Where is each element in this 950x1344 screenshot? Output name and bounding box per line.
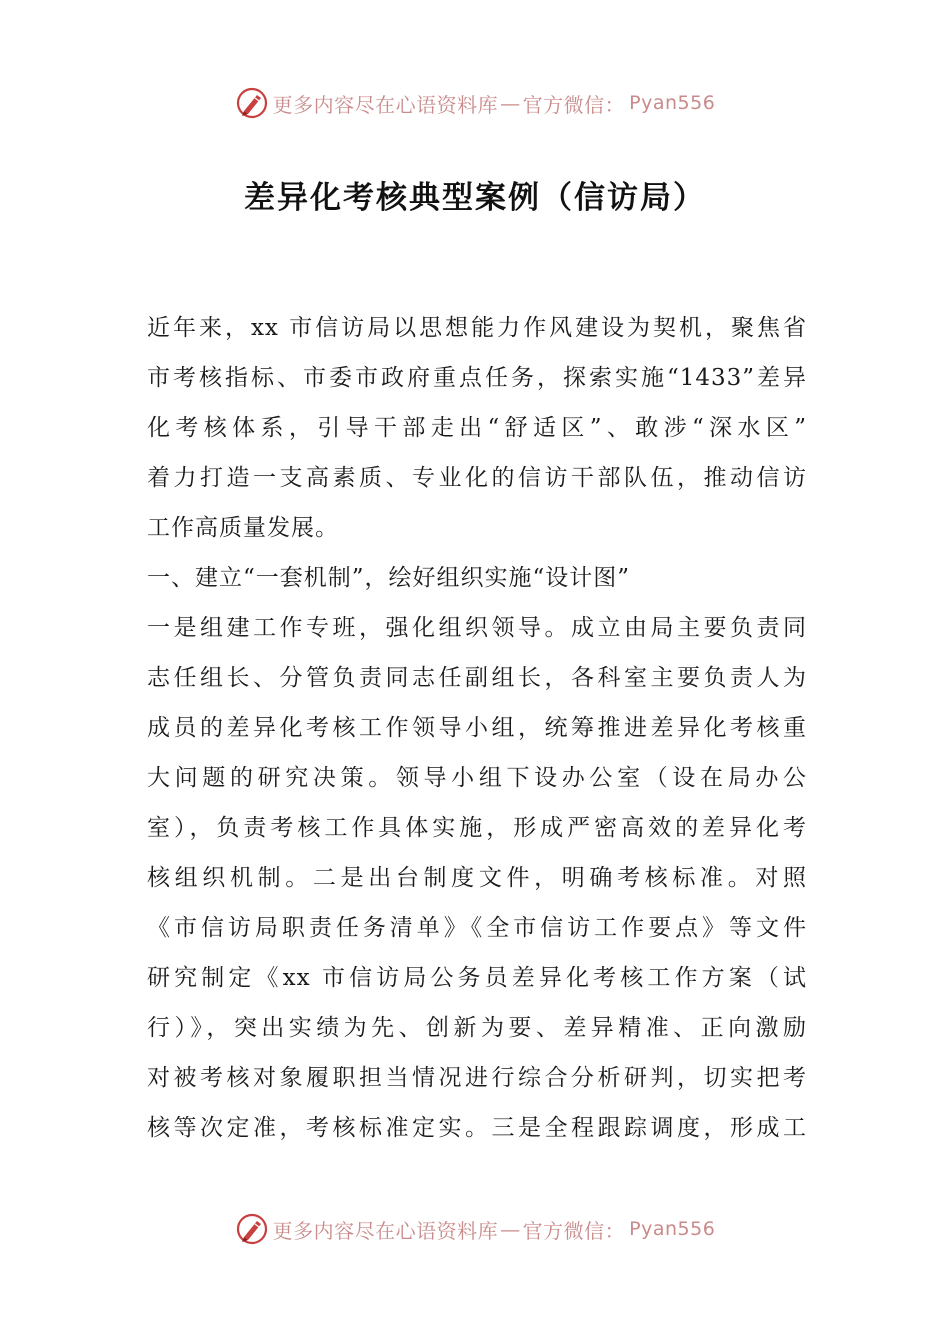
- text-line: 行）》，突出实绩为先、创新为要、差异精准、正向激励: [147, 1015, 807, 1041]
- watermark-text: 更多内容尽在心语资料库: [272, 1218, 499, 1243]
- watermark-header: [0, 83, 950, 123]
- text-line: 近年来，xx 市信访局以思想能力作风建设为契机，聚焦省: [147, 315, 807, 341]
- text-line: 大问题的研究决策。领导小组下设办公室（设在局办公: [147, 765, 807, 791]
- document-title: 差异化考核典型案例（信访局）: [244, 180, 706, 216]
- watermark-suffix: 官方微信：: [522, 1218, 626, 1243]
- text-line: 着力打造一支高素质、专业化的信访干部队伍，推动信访: [147, 465, 807, 491]
- text-line: 市考核指标、市委市政府重点任务，探索实施“1433”差异: [147, 365, 807, 391]
- text-line: 核等次定准，考核标准定实。三是全程跟踪调度，形成工: [147, 1115, 807, 1141]
- text-line: 研究制定《xx 市信访局公务员差异化考核工作方案（试: [147, 965, 807, 991]
- pen-logo-icon: [235, 86, 269, 120]
- watermark-suffix: 官方微信：: [522, 92, 626, 117]
- text-line: 《市信访局职责任务清单》《全市信访工作要点》等文件: [147, 915, 807, 941]
- watermark-separator: —: [500, 91, 521, 115]
- text-line: 志任组长、分管负责同志任副组长，各科室主要负责人为: [147, 665, 807, 691]
- watermark-footer: [0, 1209, 950, 1249]
- document-body: [147, 303, 807, 1153]
- text-line: 室），负责考核工作具体实施，形成严密高效的差异化考: [147, 815, 807, 841]
- pen-logo-icon: [235, 1212, 269, 1246]
- watermark-id: Pyan556: [629, 1218, 716, 1240]
- text-line: 一是组建工作专班，强化组织领导。成立由局主要负责同: [147, 615, 807, 641]
- watermark-separator: —: [500, 1217, 521, 1241]
- text-line: 对被考核对象履职担当情况进行综合分析研判，切实把考: [147, 1065, 807, 1091]
- watermark-id: Pyan556: [629, 92, 716, 114]
- text-line: 成员的差异化考核工作领导小组，统筹推进差异化考核重: [147, 715, 807, 741]
- text-line: 核组织机制。二是出台制度文件，明确考核标准。对照: [147, 865, 807, 891]
- section-heading: 一、建立“一套机制”，绘好组织实施“设计图”: [147, 565, 631, 591]
- text-line: 化考核体系，引导干部走出“舒适区”、敢涉“深水区”: [147, 415, 807, 441]
- text-line: 工作高质量发展。: [147, 515, 339, 541]
- watermark-text: 更多内容尽在心语资料库: [272, 92, 499, 117]
